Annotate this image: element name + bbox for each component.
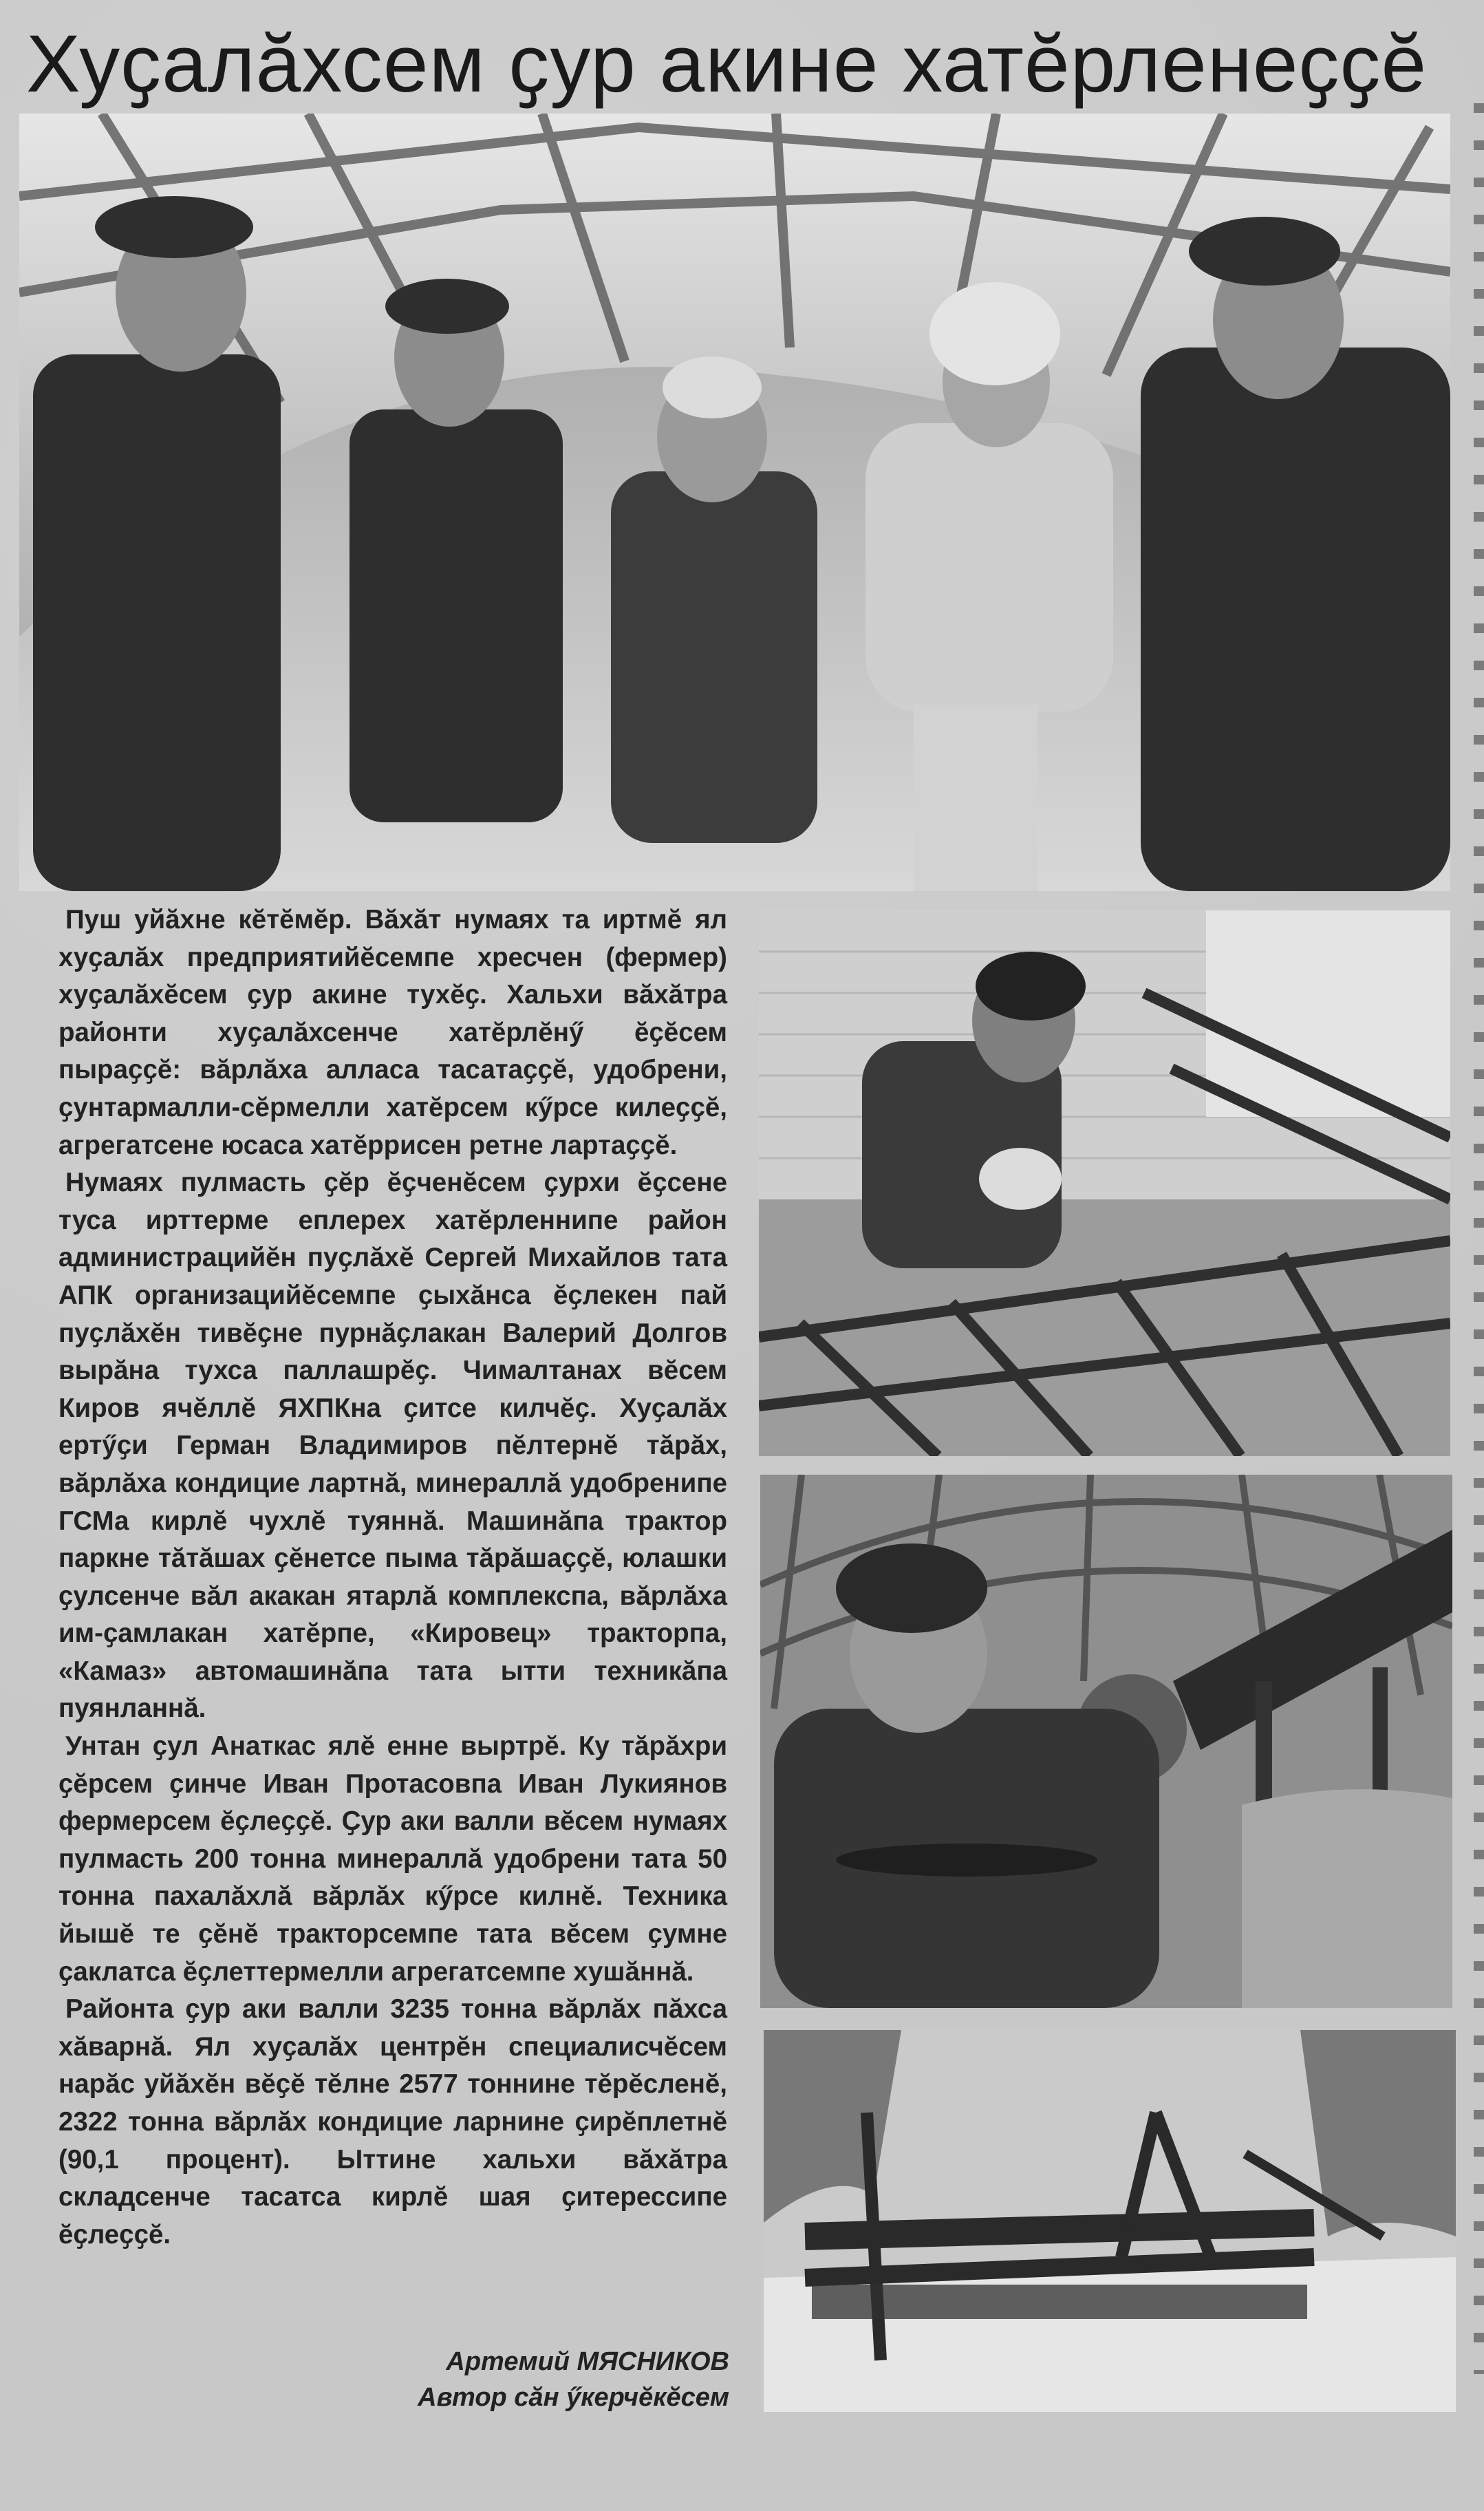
article-paragraph: Районта ҫур аки валли 3235 тонна вӑрлӑх пӑхса хӑварнӑ. Ял хуҫалӑх центрӗн специалисчӗсем нарӑс уйӑхӗн вӗҫӗ тӗлне 2577 тоннине тӗрӗсленӗ, 2322 тонна вӑрлӑх кондицие ларнине ҫирӗплетнӗ (90,1 процент). Ыттине хальхи вӑхӑтра складсенче тасатса кирлӗ шая ҫитерессипе ӗҫлеҫҫӗ. — [58, 1994, 727, 2250]
photo-seeder-in-snowy-yard-image — [764, 2030, 1456, 2412]
photo-seeder-in-snowy-yard — [764, 2030, 1456, 2412]
photo-worker-repairing-seeder — [759, 910, 1450, 1456]
author-role: Автор сӑн ӳкерчӗкӗсем — [418, 2383, 729, 2412]
headline: Хуҫалӑхсем ҫур акине хатӗрленеҫҫӗ — [26, 19, 1428, 109]
photo-officials-in-grain-hangar — [19, 114, 1450, 891]
article-paragraph: Унтан ҫул Анаткас ялӗ енне выртрӗ. Ку тӑрӑхри ҫӗрсем ҫинче Иван Протасовпа Иван Лукиянов фермерсем ӗҫлеҫҫӗ. Ҫур аки валли вӗсем нумаях пулмасть 200 тонна минераллӑ удобрени тата 50 тонна пахалӑхлӑ вӑрлӑх кӳрсе килнӗ. Техника йышӗ те ҫӗнӗ тракторсемпе тата вӗсем ҫумне ҫаклатса ӗҫлеттермелли агрегатсемпе хушӑннӑ. — [58, 1731, 727, 1987]
photo-officials-in-grain-hangar-image — [19, 114, 1450, 891]
adjacent-column-edge — [1474, 103, 1484, 2374]
author-name: Артемий МЯСНИКОВ — [446, 2347, 729, 2376]
article-paragraph: Нумаях пулмасть ҫӗр ӗҫченӗсем ҫурхи ӗҫсене туса ирттерме еплерех хатӗрленнипе район администрацийӗн пуҫлӑхӗ Сергей Михайлов тата АПК организацийӗсемпе ҫыхӑнса ӗҫлекен пай пуҫлӑхӗн тивӗҫне пурнӑҫлакан Валерий Долгов вырӑна тухса паллашрӗҫ. Чималтанах вӗсем Киров ячӗллӗ ЯХПКна ҫитсе килчӗҫ. Хуҫалӑх ертӳҫи Герман Владимиров пӗлтернӗ тӑрӑх, вӑрлӑха кондицие лартнӑ, минераллӑ удобренипе ГСМа кирлӗ чухлӗ туяннӑ. Машинӑпа трактор паркне тӑтӑшах ҫӗнетсе пыма тӑрӑшаҫҫӗ, юлашки ҫулсенче вӑл акакан ятарлӑ комплекспа, вӑрлӑха им-ҫамлакан хатӗрпе, «Кировец» тракторпа, «Камаз» автомашинӑпа тата ытти техникӑпа пуянланнӑ. — [58, 1168, 727, 1724]
article-paragraph: Пуш уйӑхне кӗтӗмӗр. Вӑхӑт нумаях та иртмӗ ял хуҫалӑх предприятийӗсемпе хресчен (фермер) хуҫалӑхӗсем ҫур акине тухӗҫ. Хальхи вӑхӑтра районти хуҫалӑхсенче хатӗрлӗнӳ ӗҫӗсем пыраҫҫӗ: вӑрлӑха алласа тасатаҫҫӗ, удобрени, ҫунтармалли-сӗрмелли хатӗрсем кӳрсе килеҫҫӗ, агрегатсене юсаса хатӗррисен ретне лартаҫҫӗ. — [58, 905, 727, 1160]
article-body — [58, 901, 727, 2333]
photo-worker-on-tractor-with-auger-image — [760, 1475, 1452, 2008]
photo-worker-on-tractor-with-auger — [760, 1475, 1452, 2008]
photo-worker-repairing-seeder-image — [759, 910, 1450, 1456]
